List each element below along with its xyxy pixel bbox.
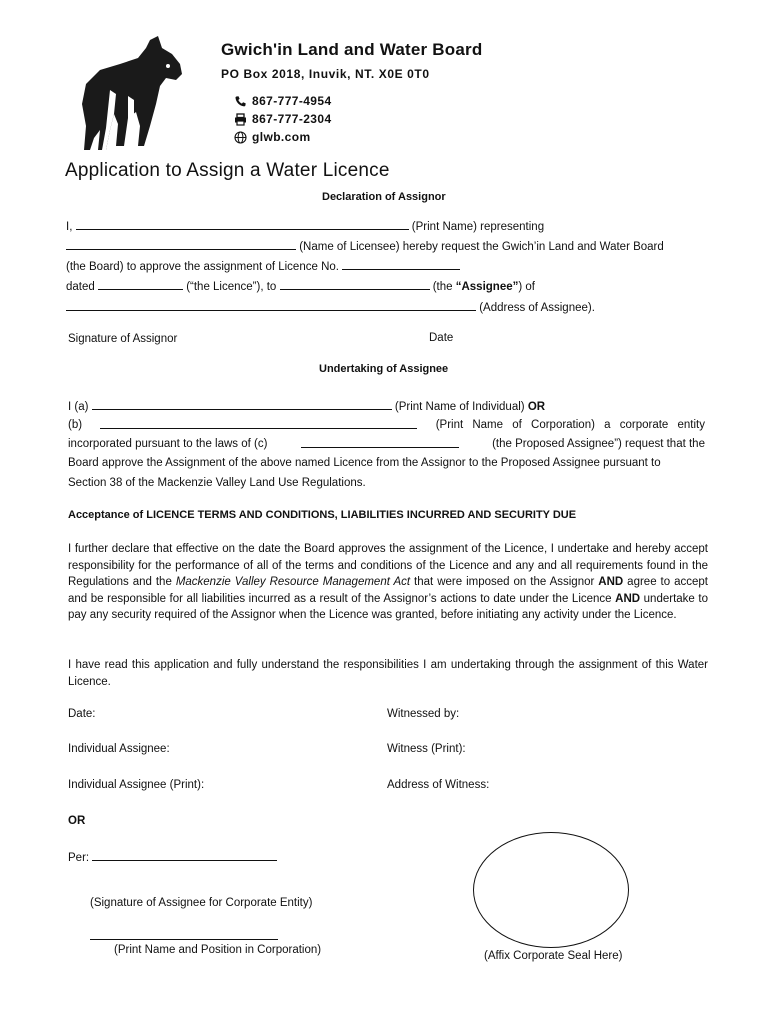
declaration-line-5	[66, 297, 595, 318]
option-a-label: I (a)	[68, 401, 89, 413]
per-line	[68, 847, 277, 868]
fax-number: 867-777-2304	[252, 112, 332, 126]
date-label: Date:	[68, 708, 96, 720]
per-label: Per:	[68, 852, 90, 864]
address-of-witness-label: Address of Witness:	[387, 779, 490, 791]
individual-assignee-label: Individual Assignee:	[68, 743, 170, 755]
declaration-line-2	[66, 236, 664, 257]
corporate-seal-circle	[473, 832, 629, 948]
individual-assignee-print-label: Individual Assignee (Print):	[68, 779, 205, 791]
print-name-label: (Print Name) representing	[411, 221, 545, 233]
witness-print-label: Witness (Print):	[387, 743, 466, 755]
assignor-name-field[interactable]	[76, 216, 409, 230]
declaration-line-3	[66, 256, 460, 277]
undertaking-heading: Undertaking of Assignee	[319, 363, 449, 375]
declaration-line-4	[66, 276, 535, 297]
undertaking-line-1	[68, 396, 545, 417]
witnessed-by-label: Witnessed by:	[387, 708, 460, 720]
acceptance-heading: Acceptance of LICENCE TERMS AND CONDITIONS, LIABILITIES INCURRED AND SECURITY DUE	[68, 509, 577, 521]
document-title: Application to Assign a Water Licence	[65, 160, 390, 181]
declaration-heading: Declaration of Assignor	[322, 191, 446, 203]
acceptance-paragraph-1: I further declare that effective on the date the Board approves the assignment of the Licence, I undertake and hereby accept responsibility for the performance of all of the terms and conditions of the Licence and any and all requirements found in the Regulations and the Mackenzie Valley Resource Management Act that were imposed on the Assignor AND agree to accept and be responsible for all liabilities incurred as a result of the Assignor’s actions to date under the Licence AND undertake to pay any security required of the Assignor when the Licence was granted, before initiating any activity under the Licence.	[68, 543, 708, 621]
assignor-signature-label: Signature of Assignor	[68, 333, 178, 345]
fax-line	[234, 112, 332, 126]
per-signature-field[interactable]	[92, 847, 277, 861]
assignee-address-field[interactable]	[66, 297, 476, 311]
licensee-label: (Name of Licensee) hereby request the Gwich’in Land and Water Board	[299, 241, 664, 253]
website-line	[234, 130, 311, 144]
laws-of-label: incorporated pursuant to the laws of (c)	[68, 438, 268, 450]
phone-icon	[234, 95, 247, 108]
undertaking-line-5: Section 38 of the Mackenzie Valley Land Use Regulations.	[68, 477, 366, 489]
licensee-name-field[interactable]	[66, 236, 296, 250]
undertaking-line-3	[68, 434, 705, 454]
org-name: Gwich'in Land and Water Board	[221, 40, 483, 59]
corporation-label: (Print Name of Corporation) a corporate entity	[435, 419, 705, 431]
wolf-logo	[80, 34, 186, 152]
undertaking-line-2	[68, 415, 705, 435]
fax-printer-icon	[234, 113, 247, 126]
website[interactable]: glwb.com	[252, 130, 311, 144]
declaration-line-1	[66, 216, 544, 237]
licence-no-label: (the Board) to approve the assignment of Licence No.	[66, 261, 339, 273]
jurisdiction-field[interactable]	[301, 434, 459, 448]
corporation-name-field[interactable]	[100, 415, 417, 429]
org-address: PO Box 2018, Inuvik, NT. X0E 0T0	[221, 67, 430, 81]
or-label: OR	[527, 401, 546, 413]
option-b-label: (b)	[68, 419, 83, 431]
individual-name-label: (Print Name of Individual)	[394, 401, 525, 413]
decl-i-label: I,	[66, 221, 73, 233]
or-separator: OR	[68, 815, 86, 827]
print-name-position-label: (Print Name and Position in Corporation)	[114, 944, 322, 956]
licence-number-field[interactable]	[342, 256, 460, 270]
assignee-label: (the “Assignee”) of	[432, 281, 535, 293]
dated-field[interactable]	[98, 276, 183, 290]
dated-label: dated	[66, 281, 95, 293]
acceptance-paragraph-2: I have read this application and fully understand the responsibilities I am undertaking through the assignment of this Water Licence.	[68, 659, 708, 688]
phone-line	[234, 94, 332, 108]
phone-number: 867-777-4954	[252, 94, 332, 108]
the-licence-label: (“the Licence”), to	[186, 281, 277, 293]
affix-seal-label: (Affix Corporate Seal Here)	[484, 950, 623, 962]
address-assignee-label: (Address of Assignee).	[479, 302, 595, 314]
undertaking-line-4: Board approve the Assignment of the above named Licence from the Assignor to the Proposed Assignee pursuant to	[68, 457, 661, 469]
assignor-date-label: Date	[429, 332, 454, 344]
proposed-assignee-label: (the Proposed Assignee”) request that the	[492, 438, 705, 450]
assignee-field[interactable]	[280, 276, 430, 290]
globe-icon	[234, 131, 247, 144]
corp-signature-label: (Signature of Assignee for Corporate Entity)	[90, 897, 313, 909]
individual-name-field[interactable]	[92, 396, 392, 410]
